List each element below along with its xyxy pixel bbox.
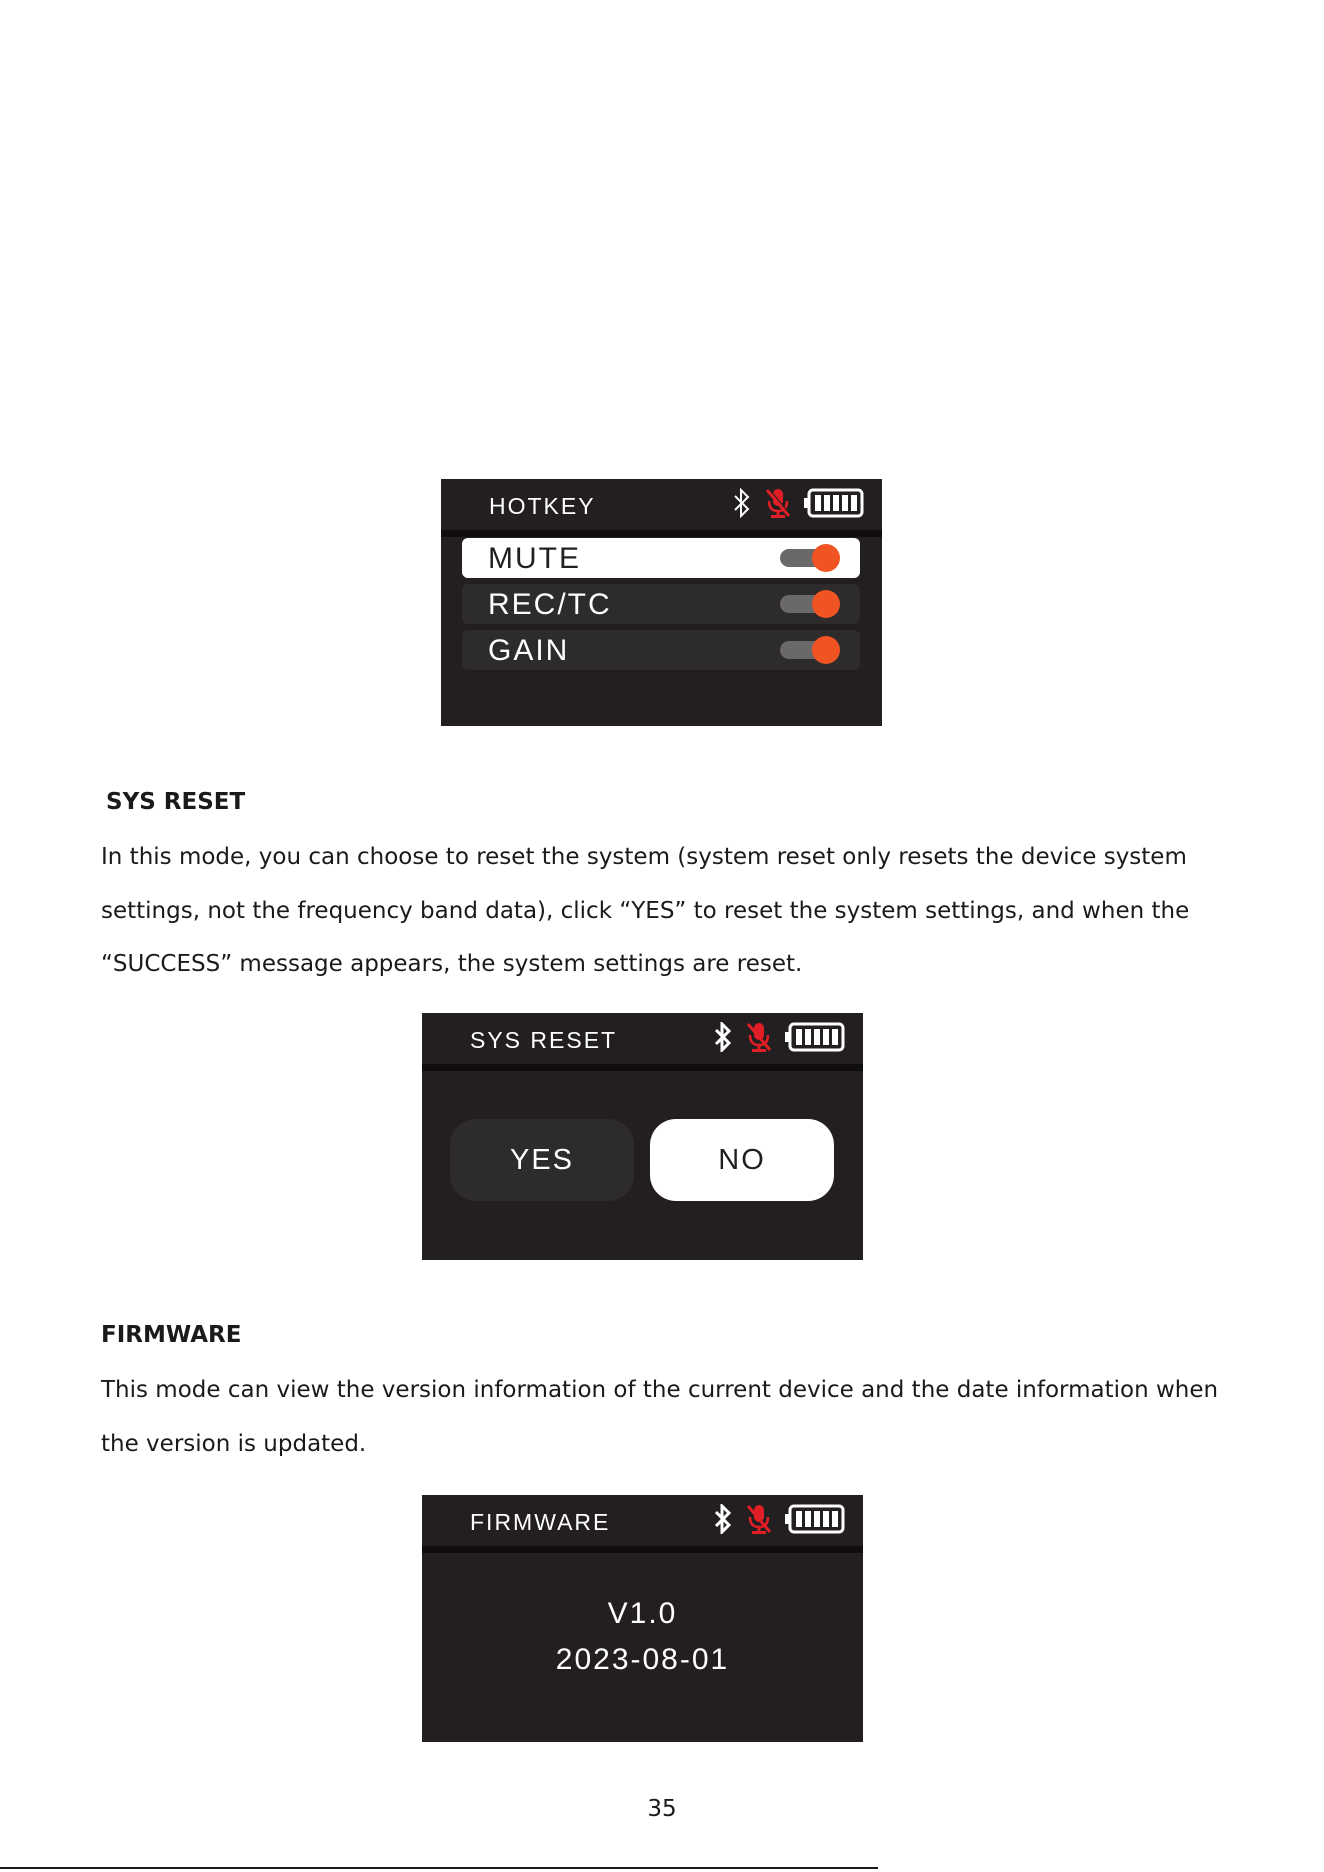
rec-tc-toggle[interactable]	[780, 591, 840, 617]
status-bar	[713, 1505, 845, 1537]
header-divider	[422, 1064, 863, 1071]
header-divider	[441, 530, 882, 537]
hotkey-row-rec-tc[interactable]	[462, 584, 860, 624]
bluetooth-icon	[732, 488, 752, 523]
hotkey-row-mute[interactable]	[462, 538, 860, 578]
firmware-body: This mode can view the version information of the current device and the date information when the version is updated.	[101, 1377, 1219, 1457]
hotkey-row-label: REC/TC	[488, 588, 612, 621]
firmware-screen	[422, 1495, 863, 1742]
footer-divider	[0, 1867, 878, 1869]
bluetooth-icon	[713, 1022, 733, 1057]
hotkey-row-label: MUTE	[488, 542, 581, 575]
header-divider	[422, 1546, 863, 1553]
page-number: 35	[647, 1796, 677, 1822]
mic-muted-icon	[745, 1021, 773, 1058]
mic-muted-icon	[764, 487, 792, 524]
status-bar	[713, 1023, 845, 1055]
battery-full-icon	[785, 1022, 845, 1057]
hotkey-row-label: GAIN	[488, 634, 570, 667]
hotkey-screen-title: HOTKEY	[489, 493, 596, 519]
battery-full-icon	[804, 488, 864, 523]
sys-reset-screen-title: SYS RESET	[470, 1027, 618, 1053]
hotkey-screen	[441, 479, 882, 726]
sys-reset-screen	[422, 1013, 863, 1260]
firmware-version: V1.0	[607, 1597, 678, 1630]
yes-button[interactable]: YES	[450, 1119, 634, 1201]
status-bar	[732, 489, 864, 521]
no-button[interactable]: NO	[650, 1119, 834, 1201]
sys-reset-heading: SYS RESET	[106, 789, 246, 815]
hotkey-row-gain[interactable]	[462, 630, 860, 670]
firmware-date: 2023-08-01	[555, 1643, 730, 1676]
firmware-heading: FIRMWARE	[101, 1322, 242, 1348]
firmware-screen-title: FIRMWARE	[470, 1509, 611, 1535]
mic-muted-icon	[745, 1503, 773, 1540]
battery-full-icon	[785, 1504, 845, 1539]
mute-toggle[interactable]	[780, 545, 840, 571]
gain-toggle[interactable]	[780, 637, 840, 663]
sys-reset-body: In this mode, you can choose to reset the system (system reset only resets the device system settings, not the frequency band data), click “YES” to reset the system settings, and when the “SUCCESS” message appears, the system settings are reset.	[101, 844, 1190, 977]
bluetooth-icon	[713, 1504, 733, 1539]
